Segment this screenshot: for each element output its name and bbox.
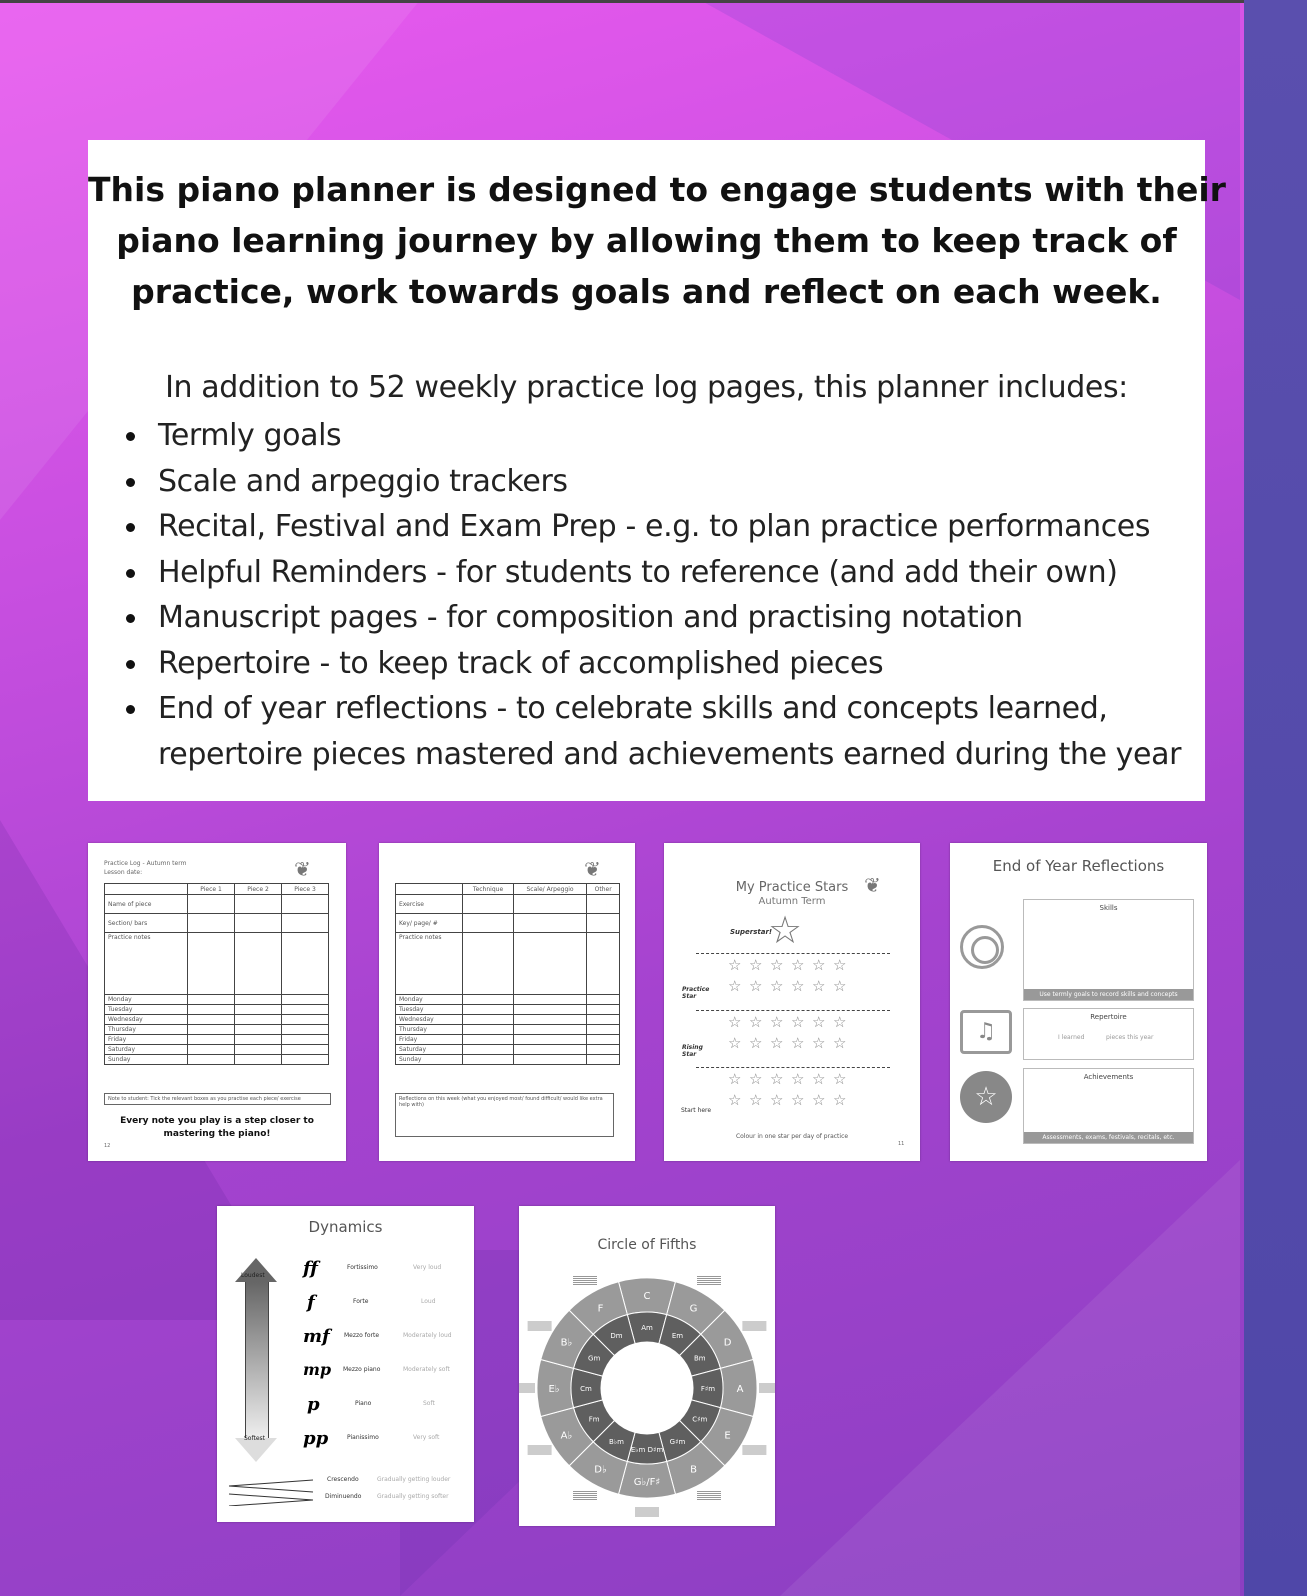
- practice-star-icon: ☆: [770, 1091, 784, 1109]
- practice-star-icon: ☆: [728, 1013, 742, 1031]
- dynamic-name: Piano: [355, 1400, 372, 1407]
- day-label: Tuesday: [105, 1005, 188, 1015]
- dynamics-page-thumbnail: [217, 1206, 474, 1522]
- rising-star-label: Rising Star: [682, 1044, 703, 1058]
- row-header: Practice notes: [105, 933, 188, 995]
- repertoire-box: [1023, 1008, 1194, 1060]
- practice-star-icon: ☆: [833, 1070, 847, 1088]
- minor-key-label: Cm: [580, 1385, 592, 1393]
- row-header: Practice notes: [396, 933, 463, 995]
- practice-log-table: [104, 883, 329, 1065]
- major-key-label: E♭: [548, 1384, 560, 1395]
- major-key-label: A: [736, 1384, 744, 1395]
- practice-star-icon: ☆: [791, 1034, 805, 1052]
- row-header: Name of piece: [105, 895, 188, 914]
- day-label: Thursday: [396, 1025, 463, 1035]
- dynamic-desc: Very loud: [413, 1264, 442, 1271]
- practice-star-icon: ☆: [728, 1034, 742, 1052]
- practice-star-icon: ☆: [749, 977, 763, 995]
- stars-term: Autumn Term: [758, 896, 826, 907]
- dynamic-name: Mezzo forte: [344, 1332, 380, 1339]
- repertoire-label: Repertoire: [1090, 1013, 1127, 1021]
- key-signature-icon: [742, 1322, 766, 1330]
- practice-star-icon: ☆: [728, 977, 742, 995]
- achievements-box: [1023, 1068, 1194, 1144]
- practice-star-icon: ☆: [791, 1013, 805, 1031]
- page-number: 12: [104, 1143, 111, 1149]
- major-key-label: B: [690, 1464, 697, 1476]
- feature-item: Recital, Festival and Exam Prep - e.g. to plan practice performances: [126, 504, 1181, 550]
- feature-item: Repertoire - to keep track of accomplished pieces: [126, 641, 1181, 687]
- practice-star-icon: ☆: [728, 956, 742, 974]
- practice-star-icon: ☆: [833, 956, 847, 974]
- bg-facet: [780, 1160, 1240, 1596]
- student-note: Note to student: Tick the relevant boxes as you practise each piece/ exercise: [104, 1093, 331, 1105]
- headline-line: This piano planner is designed to engage students with their: [88, 170, 1226, 209]
- dynamics-title: Dynamics: [308, 1218, 383, 1236]
- col-header: Scale/ Arpeggio: [513, 884, 587, 895]
- headline-line: practice, work towards goals and reflect on each week.: [131, 272, 1162, 311]
- day-label: Wednesday: [396, 1015, 463, 1025]
- learned-text: I learned: [1058, 1034, 1085, 1041]
- practice-star-icon: ☆: [749, 1034, 763, 1052]
- feature-item: Helpful Reminders - for students to reference (and add their own): [126, 550, 1181, 596]
- crescendo-desc: Gradually getting louder: [377, 1476, 451, 1483]
- leaf-icon: ❦: [864, 873, 881, 897]
- col-header: Piece 1: [188, 884, 235, 895]
- practice-star-icon: ☆: [812, 1013, 826, 1031]
- top-border: [0, 0, 1307, 3]
- star-field: [726, 953, 886, 1133]
- feature-item-continued: repertoire pieces mastered and achievements earned during the year: [158, 736, 1182, 772]
- dynamic-desc: Moderately soft: [403, 1366, 450, 1373]
- day-label: Tuesday: [396, 1005, 463, 1015]
- practice-star-icon: ☆: [791, 1070, 805, 1088]
- practice-star-icon: ☆: [833, 1034, 847, 1052]
- practice-star-icon: ☆: [770, 956, 784, 974]
- minor-key-label: Am: [641, 1324, 653, 1332]
- key-signature-icon: [635, 1508, 659, 1516]
- minor-key-label: E♭m D♯m: [630, 1446, 664, 1454]
- key-signature-icon: [573, 1491, 597, 1499]
- practice-star-icon: ☆: [812, 1091, 826, 1109]
- dynamic-desc: Moderately loud: [403, 1332, 452, 1339]
- feature-item: Termly goals: [126, 413, 1181, 459]
- row-header: Section/ bars: [105, 914, 188, 933]
- dynamic-symbol: mf: [303, 1326, 330, 1347]
- minor-key-label: Dm: [610, 1332, 623, 1341]
- feature-item: Scale and arpeggio trackers: [126, 459, 1181, 505]
- practice-star-label: Practice Star: [682, 986, 710, 1000]
- dynamic-name: Forte: [353, 1298, 369, 1305]
- dynamic-symbol: mp: [303, 1360, 332, 1379]
- day-label: Thursday: [105, 1025, 188, 1035]
- feature-list: [126, 413, 1181, 777]
- reflections-title: End of Year Reflections: [992, 857, 1165, 875]
- practice-star-icon: ☆: [812, 956, 826, 974]
- major-key-label: D: [723, 1337, 732, 1349]
- major-key-label: A♭: [560, 1430, 573, 1442]
- superstar-icon: ☆: [768, 908, 803, 952]
- dynamic-symbol: pp: [303, 1428, 329, 1449]
- headline-line: piano learning journey by allowing them to keep track of: [116, 221, 1177, 260]
- award-badge-icon: ☆: [960, 1071, 1012, 1123]
- dynamic-row: [303, 1360, 463, 1394]
- row-header: Exercise: [396, 895, 463, 914]
- technique-log-table: [395, 883, 620, 1065]
- target-icon: [960, 925, 1004, 969]
- practice-star-icon: ☆: [770, 977, 784, 995]
- practice-star-icon: ☆: [791, 977, 805, 995]
- log-lesson-date: Lesson date:: [104, 869, 143, 876]
- reflection-box: Reflections on this week (what you enjoyed most/ found difficult/ would like extra help with): [395, 1093, 614, 1137]
- key-signature-icon: [759, 1384, 775, 1392]
- skills-box: [1023, 899, 1194, 1001]
- key-signature-icon: [697, 1277, 721, 1285]
- right-stripe: [1244, 0, 1307, 1596]
- dynamic-row: [303, 1258, 463, 1292]
- dynamic-desc: Loud: [421, 1298, 436, 1305]
- practice-star-icon: ☆: [770, 1070, 784, 1088]
- hairpins: [227, 1476, 317, 1506]
- feature-item: Manuscript pages - for composition and practising notation: [126, 595, 1181, 641]
- feature-item: End of year reflections - to celebrate skills and concepts learned,: [126, 686, 1181, 732]
- log-title: Practice Log - Autumn term: [104, 860, 187, 867]
- practice-star-icon: ☆: [833, 1091, 847, 1109]
- diminuendo-desc: Gradually getting softer: [377, 1493, 449, 1500]
- major-key-label: B♭: [560, 1337, 573, 1349]
- practice-star-icon: ☆: [791, 956, 805, 974]
- dynamic-row: [303, 1326, 463, 1360]
- loudest-label: Loudest: [241, 1272, 265, 1279]
- day-label: Saturday: [396, 1045, 463, 1055]
- volume-arrow: [235, 1258, 277, 1462]
- diminuendo-label: Diminuendo: [325, 1493, 362, 1500]
- technique-log-page-thumbnail: [379, 843, 635, 1161]
- key-signature-icon: [519, 1384, 535, 1392]
- dynamic-desc: Soft: [423, 1400, 435, 1407]
- leaf-icon: ❦: [294, 857, 311, 881]
- day-label: Sunday: [105, 1055, 188, 1065]
- dynamic-row: [303, 1428, 463, 1462]
- practice-star-icon: ☆: [833, 977, 847, 995]
- minor-key-label: Em: [671, 1332, 684, 1341]
- major-key-label: G♭/F♯: [633, 1477, 661, 1488]
- day-label: Wednesday: [105, 1015, 188, 1025]
- practice-star-icon: ☆: [812, 977, 826, 995]
- day-label: Monday: [105, 995, 188, 1005]
- dynamic-name: Mezzo piano: [343, 1366, 381, 1373]
- minor-key-label: Bm: [694, 1354, 706, 1363]
- practice-star-icon: ☆: [728, 1091, 742, 1109]
- practice-star-icon: ☆: [749, 1091, 763, 1109]
- day-label: Sunday: [396, 1055, 463, 1065]
- minor-key-label: C♯m: [692, 1415, 708, 1424]
- softest-label: Softest: [244, 1435, 266, 1442]
- dynamic-symbol: p: [307, 1394, 320, 1415]
- skills-label: Skills: [1099, 904, 1118, 912]
- learned-text: pieces this year: [1106, 1034, 1154, 1041]
- minor-key-label: G♯m: [669, 1437, 686, 1446]
- dynamic-symbol: f: [307, 1292, 315, 1313]
- minor-key-label: F♯m: [700, 1385, 716, 1393]
- fifths-title: Circle of Fifths: [597, 1237, 697, 1253]
- skills-note: Use termly goals to record skills and concepts: [1024, 989, 1193, 1000]
- dynamic-desc: Very soft: [413, 1434, 440, 1441]
- major-key-label: G: [689, 1303, 698, 1315]
- leaf-icon: ❦: [584, 857, 601, 881]
- minor-key-label: Fm: [588, 1415, 600, 1424]
- music-book-icon: ♫: [960, 1010, 1012, 1054]
- practice-log-page-thumbnail: [88, 843, 346, 1161]
- col-header: Piece 3: [281, 884, 328, 895]
- dynamic-symbol: ff: [303, 1258, 318, 1279]
- key-signature-icon: [528, 1446, 552, 1454]
- motivational-quote: Every note you play is a step closer to mastering the piano!: [120, 1116, 314, 1139]
- col-header: Piece 2: [235, 884, 282, 895]
- minor-key-label: B♭m: [609, 1437, 624, 1446]
- practice-star-icon: ☆: [791, 1091, 805, 1109]
- practice-stars-page-thumbnail: [664, 843, 920, 1161]
- circle-of-fifths-diagram: [519, 1258, 775, 1518]
- practice-star-icon: ☆: [770, 1034, 784, 1052]
- practice-star-icon: ☆: [749, 1070, 763, 1088]
- key-signature-icon: [697, 1491, 721, 1499]
- major-key-label: F: [597, 1303, 604, 1315]
- major-key-label: E: [724, 1430, 731, 1442]
- practice-star-icon: ☆: [749, 1013, 763, 1031]
- practice-star-icon: ☆: [749, 956, 763, 974]
- row-header: Key/ page/ #: [396, 914, 463, 933]
- reflections-page-thumbnail: [950, 843, 1207, 1161]
- center-circle: [602, 1343, 692, 1433]
- practice-star-icon: ☆: [770, 1013, 784, 1031]
- dynamic-name: Fortissimo: [347, 1264, 378, 1271]
- dynamic-name: Pianissimo: [347, 1434, 379, 1441]
- col-header: Technique: [463, 884, 514, 895]
- intro-text: In addition to 52 weekly practice log pages, this planner includes:: [165, 370, 1128, 405]
- practice-star-icon: ☆: [812, 1070, 826, 1088]
- achievements-note: Assessments, exams, festivals, recitals, etc.: [1024, 1132, 1193, 1143]
- star-grid: [726, 953, 886, 1133]
- major-key-label: D♭: [594, 1464, 607, 1476]
- key-signature-icon: [573, 1277, 597, 1285]
- practice-star-icon: ☆: [728, 1070, 742, 1088]
- day-label: Saturday: [105, 1045, 188, 1055]
- day-label: Monday: [396, 995, 463, 1005]
- dynamic-row: [303, 1292, 463, 1326]
- stars-caption: Colour in one star per day of practice: [735, 1133, 849, 1140]
- key-signature-icon: [742, 1446, 766, 1454]
- superstar-label: Superstar!: [730, 928, 773, 936]
- description-card: [88, 140, 1226, 801]
- start-here-label: Start here: [681, 1107, 712, 1114]
- dynamic-row: [303, 1394, 463, 1428]
- col-header: Other: [587, 884, 620, 895]
- circle-of-fifths-page-thumbnail: [519, 1206, 775, 1526]
- stars-title: My Practice Stars: [735, 880, 849, 895]
- key-signature-icon: [528, 1322, 552, 1330]
- achievements-label: Achievements: [1083, 1073, 1134, 1081]
- day-label: Friday: [396, 1035, 463, 1045]
- crescendo-label: Crescendo: [327, 1476, 359, 1483]
- major-key-label: C: [643, 1291, 651, 1302]
- day-label: Friday: [105, 1035, 188, 1045]
- practice-star-icon: ☆: [812, 1034, 826, 1052]
- headline: [88, 164, 1226, 317]
- practice-star-icon: ☆: [833, 1013, 847, 1031]
- minor-key-label: Gm: [588, 1354, 601, 1363]
- page-number: 11: [898, 1141, 905, 1147]
